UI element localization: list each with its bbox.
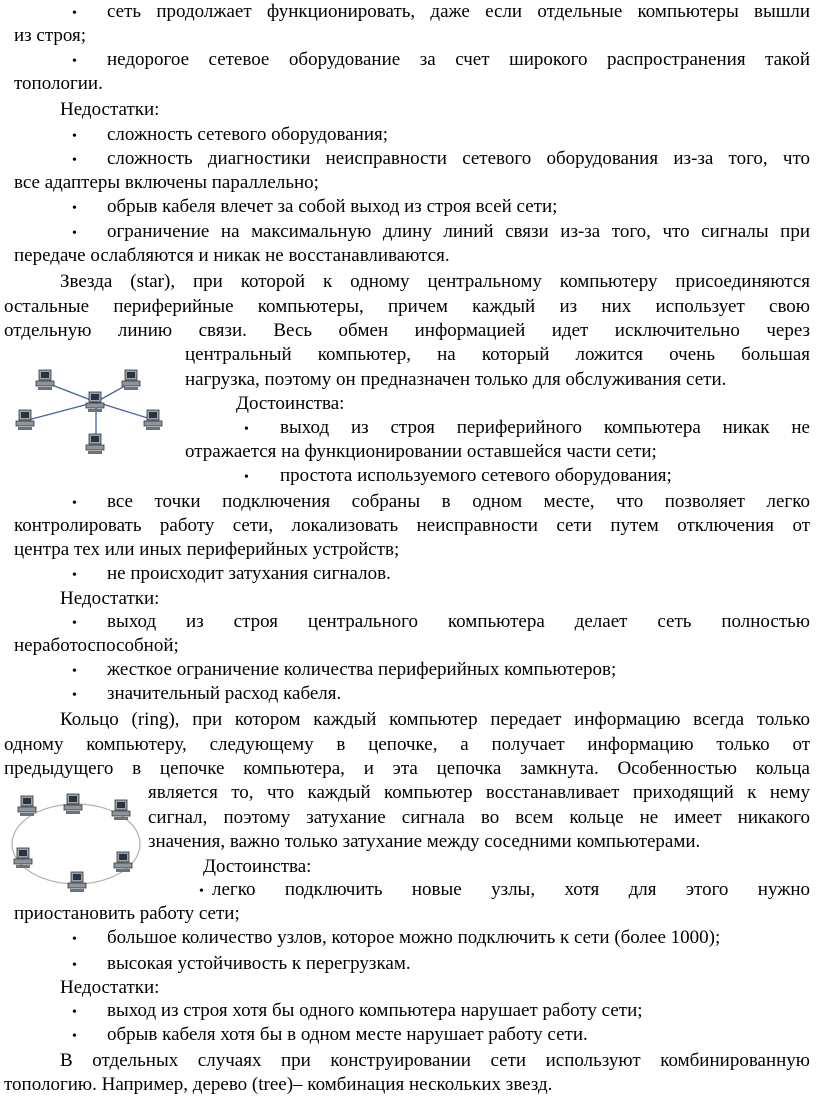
bullet: • [72,664,77,679]
computer-icon [86,392,104,412]
disadvantages-heading: Недостатки: [60,977,160,998]
bullet: • [244,470,249,485]
bullet: • [72,226,77,241]
ring-paragraph: одному компьютеру, следующему в цепочке, а получает информацию только от [4,734,810,755]
bullet: • [72,153,77,168]
advantages-heading: Достоинства: [236,393,345,414]
disadvantages-heading: Недостатки: [60,588,160,609]
ring-advantage-item: высокая устойчивость к перегрузкам. [107,953,411,974]
computer-icon [144,410,162,430]
computer-icon [18,796,36,816]
ring-advantage-item: большое количество узлов, которое можно подключить к сети (более 1000); [107,927,721,948]
computer-icon [114,852,132,872]
ring-advantage-item-cont: приостановить работу сети; [14,903,240,924]
bullet: • [72,6,77,21]
star-advantage-item: все точки подключения собраны в одном месте, что позволяет легко [107,491,810,512]
bus-advantage-item: сеть продолжает функционировать, даже если отдельные компьютеры вышли [107,1,810,22]
computer-icon [64,794,82,814]
computer-icon [14,848,32,868]
bullet: • [72,201,77,216]
bullet: • [72,496,77,511]
star-paragraph: остальные периферийные компьютеры, причем каждый из них использует свою [4,296,810,317]
star-advantage-item-cont: центра тех или иных периферийных устройств; [14,539,400,560]
bullet: • [72,688,77,703]
bullet: • [72,1005,77,1020]
ring-paragraph: значения, важно только затухание между соседними компьютерами. [148,831,701,852]
star-advantage-item: простота используемого сетевого оборудования; [280,465,672,486]
ring-topology-diagram [8,790,146,900]
bus-disadvantage-item: сложность диагностики неисправности сетевого оборудования из-за того, что [107,148,810,169]
disadvantages-heading: Недостатки: [60,99,160,120]
star-paragraph: отдельную линию связи. Весь обмен информацией идет исключительно через [4,320,810,341]
closing-paragraph: В отдельных случаях при конструировании сети используют комбинированную [60,1050,810,1071]
bullet: • [72,568,77,583]
star-paragraph: центральный компьютер, на который ложится очень большая [185,344,810,365]
advantages-heading: Достоинства: [203,856,312,877]
star-disadvantage-item: значительный расход кабеля. [107,683,342,704]
bullet: • [72,932,77,947]
computer-icon [36,370,54,390]
star-topology-diagram [14,362,180,470]
computer-icon [86,434,104,454]
closing-paragraph: топологию. Например, дерево (tree)– комбинация нескольких звезд. [4,1074,553,1095]
computer-icon [16,410,34,430]
bullet: • [72,1029,77,1044]
star-disadvantage-item: жесткое ограничение количества периферийных компьютеров; [107,659,617,680]
bullet: • [72,129,77,144]
ring-paragraph: является то, что каждый компьютер восстанавливает приходящий к нему [148,782,810,803]
star-advantage-item: выход из строя периферийного компьютера никак не [280,417,810,438]
computer-icon [112,800,130,820]
ring-advantage-item: легко подключить новые узлы, хотя для этого нужно [212,879,810,900]
bullet: • [72,54,77,69]
ring-paragraph: сигнал, поэтому затухание сигнала во всем кольце не имеет никакого [148,807,810,828]
ring-disadvantage-item: выход из строя хотя бы одного компьютера нарушает работу сети; [107,1000,643,1021]
star-disadvantage-item: выход из строя центрального компьютера делает сеть полностью [107,611,810,632]
star-paragraph: Звезда (star), при которой к одному центральному компьютеру присоединяются [60,271,810,292]
bus-disadvantage-item: сложность сетевого оборудования; [107,124,389,145]
bullet: • [244,422,249,437]
star-advantage-item-cont: контролировать работу сети, локализовать неисправности сети путем отключения от [14,515,810,536]
star-advantage-item-cont: отражается на функционировании оставшейся части сети; [185,441,657,462]
bullet: • [72,958,77,973]
ring-paragraph: предыдущего в цепочке компьютера, и эта цепочка замкнута. Особенностью кольца [4,758,810,779]
bus-disadvantage-item: обрыв кабеля влечет за собой выход из строя всей сети; [107,196,558,217]
computer-icon [68,872,86,892]
star-paragraph: нагрузка, поэтому он предназначен только для обслуживания сети. [185,369,727,390]
bus-disadvantage-item-cont: передаче ослабляются и никак не восстанавливаются. [14,245,450,266]
star-disadvantage-item-cont: неработоспособной; [14,635,179,656]
bus-disadvantage-item-cont: все адаптеры включены параллельно; [14,172,319,193]
bus-advantage-item-cont: из строя; [14,25,87,46]
ring-disadvantage-item: обрыв кабеля хотя бы в одном месте нарушает работу сети. [107,1024,588,1045]
bus-advantage-item-cont: топологии. [14,73,103,94]
bus-advantage-item: недорогое сетевое оборудование за счет широкого распространения такой [107,49,810,70]
star-advantage-item: не происходит затухания сигналов. [107,563,391,584]
bus-disadvantage-item: ограничение на максимальную длину линий связи из-за того, что сигналы при [107,221,810,242]
ring-paragraph: Кольцо (ring), при котором каждый компьютер передает информацию всегда только [60,709,810,730]
bullet: • [199,884,204,899]
bullet: • [72,616,77,631]
computer-icon [122,370,140,390]
